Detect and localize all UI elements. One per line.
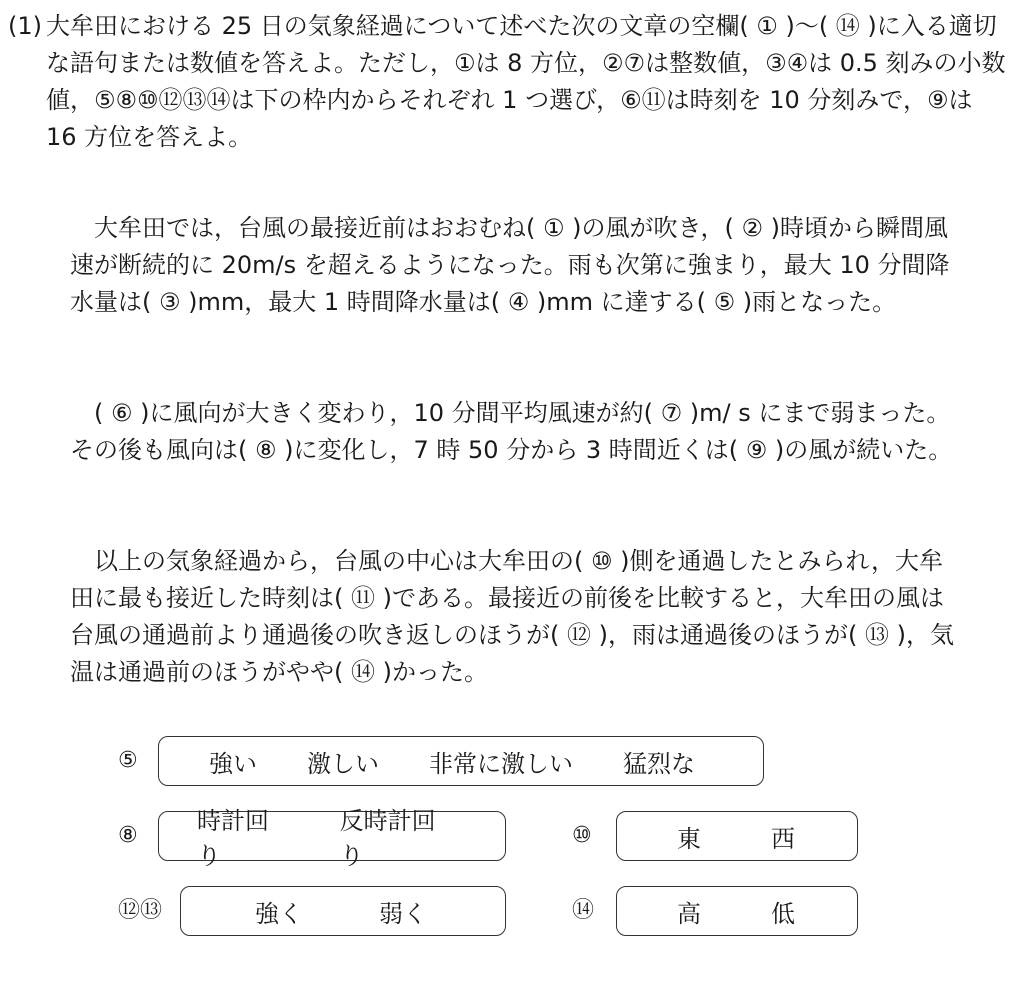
passage-paragraph-1 xyxy=(70,210,960,321)
choice-option: 西 xyxy=(771,824,795,853)
choice-option: 低 xyxy=(771,899,795,928)
passage-paragraph-3 xyxy=(70,543,960,691)
choice-option: 激しい xyxy=(307,749,379,778)
passage-text-3: 以上の気象経過から，台風の中心は大牟田の( ⑩ )側を通過したとみられ，大牟田に最も接近した時刻は( ⑪ )である。最接近の前後を比較すると，大牟田の風は台風の通過前より通過後の吹き返しのほうが( ⑫ )，雨は通過後のほうが( ⑬ )，気温は通過前のほうがやや( ⑭ )かった。 xyxy=(70,547,954,686)
choice-option: 高 xyxy=(677,899,701,928)
choice-option: 東 xyxy=(677,824,701,853)
choice-label-14: ⑭ xyxy=(572,898,595,923)
choice-box-8 xyxy=(158,807,506,870)
choice-option: 弱く xyxy=(379,899,427,928)
choice-label-10: ⑩ xyxy=(572,823,592,848)
passage-text-1: 大牟田では，台風の最接近前はおおむね( ① )の風が吹き，( ② )時頃から瞬間風速が断続的に 20m/s を超えるようになった。雨も次第に強まり，最大 10 分間降水量は( ③ )mm，最大 1 時間降水量は( ④ )mm に達する( ⑤ )雨となった。 xyxy=(70,214,950,316)
choice-box-12-13 xyxy=(180,886,506,936)
question-block xyxy=(8,8,1008,156)
passage-paragraph-2 xyxy=(70,395,960,469)
choice-label-12-13: ⑫⑬ xyxy=(118,898,163,923)
choice-label-8: ⑧ xyxy=(118,823,138,848)
question-text: 大牟田における 25 日の気象経過について述べた次の文章の空欄( ① )〜( ⑭ )に入る適切な語句または数値を答えよ。ただし，①は 8 方位，②⑦は整数値，③④は 0.5 刻みの小数値，⑤⑧⑩⑫⑬⑭は下の枠内からそれぞれ 1 つ選び，⑥⑪は時刻を 10 分刻みで，⑨は 16 方位を答えよ。 xyxy=(46,12,1006,151)
choice-option: 猛烈な xyxy=(623,749,695,778)
choice-option: 反時計回り xyxy=(339,807,436,870)
choice-option: 非常に激しい xyxy=(429,749,573,778)
choice-option: 強く xyxy=(255,899,303,928)
choice-option: 強い xyxy=(209,749,257,778)
choice-option: 時計回り xyxy=(197,807,269,870)
choice-label-5: ⑤ xyxy=(118,748,138,773)
passage-text-2: ( ⑥ )に風向が大きく変わり，10 分間平均風速が約( ⑦ )m/ s にまで弱まった。その後も風向は( ⑧ )に変化し，7 時 50 分から 3 時間近くは( ⑨ )の風が続いた。 xyxy=(70,399,953,464)
choice-box-10 xyxy=(616,811,858,861)
choice-box-14 xyxy=(616,886,858,936)
question-number: (1) xyxy=(8,12,42,40)
choice-box-5 xyxy=(158,736,764,786)
